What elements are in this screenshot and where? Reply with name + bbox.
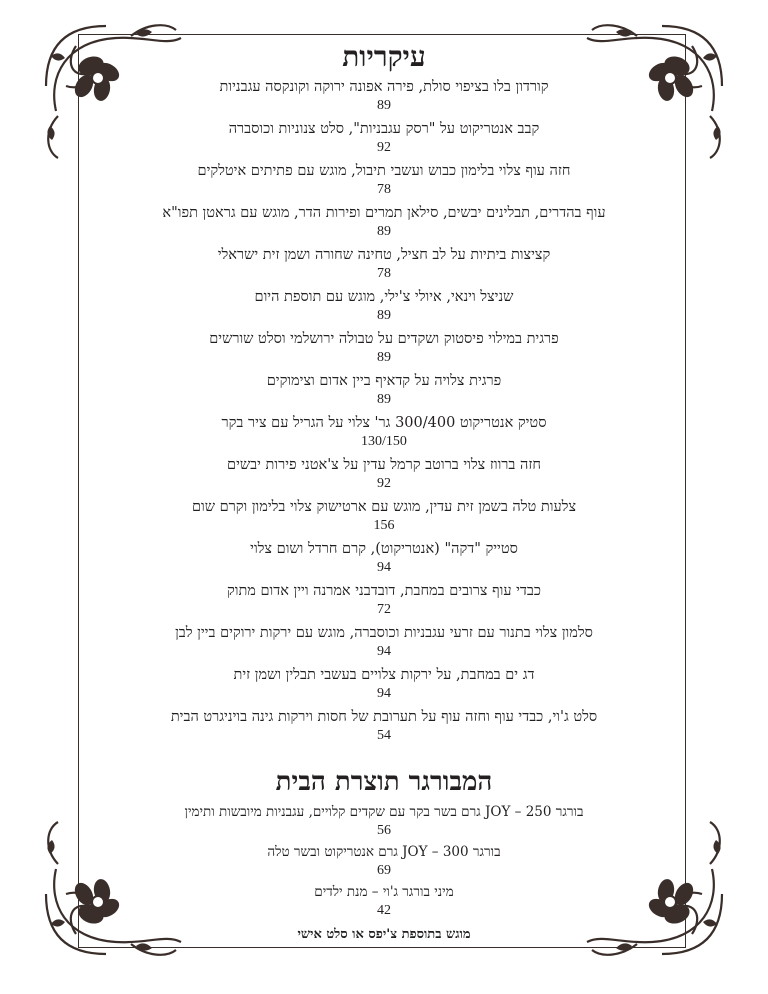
item-name: חזה ברווז צלוי ברוטב קרמל עדין על צ'אטני פירות יבשים [227,457,541,473]
item-name: סטייק "דקה" (אנטריקוט), קרם חרדל ושום צלוי [250,541,518,557]
item-price: 89 [377,98,391,113]
item-name: פרגית במילוי פיסטוק ושקדים על טבולה ירושלמי וסלט שורשים [209,331,559,347]
menu-item [150,624,618,666]
menu-item [150,120,618,162]
item-price: 78 [377,182,391,197]
menu-item [150,78,618,120]
item-name: בורגר JOY – 300 גרם אנטריקוט ובשר טלה [267,844,501,860]
item-price: 89 [377,224,391,239]
item-price: 94 [377,644,391,659]
menu-item [150,204,618,246]
menu-item [150,162,618,204]
item-name: עוף בהדרים, תבלינים יבשים, סילאן תמרים ופירות הדר, מוגש עם גראטן תפו"א [162,205,606,221]
item-name: בורגר JOY – 250 גרם בשר בקר עם שקדים קלויים, עגבניות מיובשות ותימין [184,804,584,820]
item-price: 92 [377,140,391,155]
item-price: 42 [377,903,391,918]
menu-item [150,456,618,498]
item-name: שניצל וינאי, איולי צ'ילי, מוגש עם תוספת היום [254,289,514,305]
menu-item [150,246,618,288]
item-name: קציצות ביתיות על לב חציל, טחינה שחורה ושמן זית ישראלי [217,247,551,263]
item-price: 89 [377,308,391,323]
menu-item [150,330,618,372]
item-price: 56 [377,823,391,838]
item-name: סלמון צלוי בתנור עם זרעי עגבניות וכוסברה, מוגש עם ירקות ירוקים ביין לבן [175,625,593,641]
menu-item [150,582,618,624]
menu-item [150,708,618,750]
menu-item [150,498,618,540]
menu-item [150,666,618,708]
item-name: סטיק אנטריקוט 300/400 גר' צלוי על הגריל עם ציר בקר [221,415,547,431]
burgers-title: המבורגר תוצרת הבית [275,767,493,797]
item-price: 94 [377,686,391,701]
burger-item [150,882,618,922]
item-name: מיני בורגר ג'וי – מנת ילדים [314,884,454,900]
menu-item [150,288,618,330]
mains-title: עיקריות [342,40,426,73]
item-price: 54 [377,728,391,743]
item-price: 78 [377,266,391,281]
item-price: 156 [373,518,395,533]
item-price: 72 [377,602,391,617]
item-name: סלט ג'וי, כבדי עוף וחזה עוף על תערובת של חסות וירקות גינה בויניגרט הבית [170,709,598,725]
item-price: 89 [377,350,391,365]
item-name: חזה עוף צלוי בלימון כבוש ועשבי תיבול, מוגש עם פתיתים איטלקים [197,163,571,179]
item-price: 94 [377,560,391,575]
item-name: פרגית צלויה על קדאיף ביין אדום וצימוקים [266,373,502,389]
item-price: 69 [377,863,391,878]
item-name: קבב אנטריקוט על "רסק עגבניות", סלט צנוניות וכוסברה [228,121,540,137]
item-name: כבדי עוף צרובים במחבת, דובדבני אמרנה ויין אדום מתוק [226,583,541,599]
menu-content [150,40,618,946]
menu-item [150,414,618,456]
menu-item [150,540,618,582]
burger-item [150,802,618,842]
item-name: צלעות טלה בשמן זית עדין, מוגש עם ארטישוק צלוי בלימון וקרם שום [191,499,577,515]
burger-item [150,842,618,882]
item-price: 89 [377,392,391,407]
item-price: 130/150 [361,434,407,449]
item-name: קורדון בלו בציפוי סולת, פירה אפונה ירוקה וקונקסה עגבניות [219,79,549,95]
menu-item [150,372,618,414]
item-price: 92 [377,476,391,491]
item-name: דג ים במחבת, על ירקות צלויים בעשבי תבלין ושמן זית [233,667,535,683]
burger-side-note: מוגש בתוספת צ'יפס או סלט אישי [297,927,471,942]
